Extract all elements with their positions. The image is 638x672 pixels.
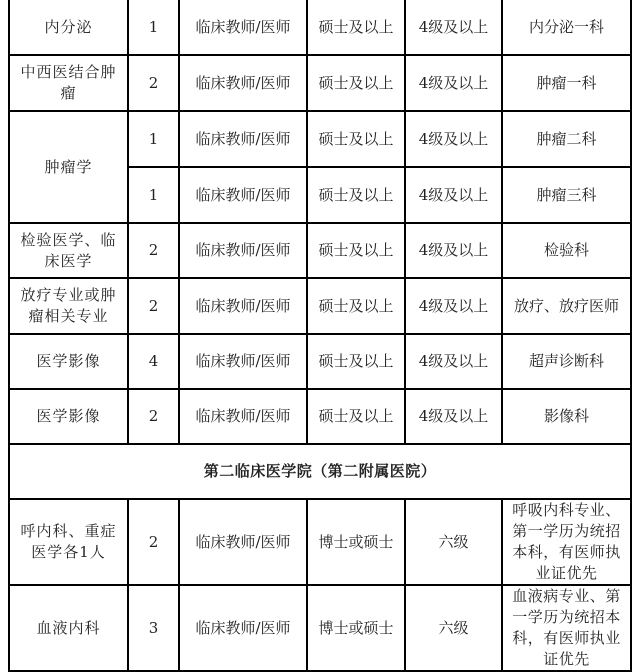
degree-cell: 博士或硕士 (307, 499, 405, 585)
recruitment-table (8, 0, 632, 672)
major-cell: 医学影像 (9, 334, 128, 389)
count-cell: 1 (128, 167, 179, 223)
note-cell: 呼吸内科专业、第一学历为统招本科，有医师执业证优先 (502, 499, 631, 585)
table-row (9, 111, 631, 167)
english-cell: 4级及以上 (405, 167, 502, 223)
position-cell: 临床教师/医师 (179, 278, 307, 334)
table-row (9, 334, 631, 389)
dept-cell: 肿瘤三科 (502, 167, 631, 223)
table-row (9, 0, 631, 55)
degree-cell: 硕士及以上 (307, 334, 405, 389)
major-cell: 放疗专业或肿瘤相关专业 (9, 278, 128, 334)
count-cell: 3 (128, 585, 179, 671)
major-cell: 中西医结合肿瘤 (9, 55, 128, 111)
count-cell: 2 (128, 499, 179, 585)
dept-cell: 放疗、放疗医师 (502, 278, 631, 334)
degree-cell: 硕士及以上 (307, 167, 405, 223)
count-cell: 1 (128, 111, 179, 167)
position-cell: 临床教师/医师 (179, 111, 307, 167)
english-cell: 4级及以上 (405, 111, 502, 167)
degree-cell: 硕士及以上 (307, 223, 405, 278)
english-cell: 4级及以上 (405, 55, 502, 111)
major-cell: 血液内科 (9, 585, 128, 671)
position-cell: 临床教师/医师 (179, 55, 307, 111)
section-header-row (9, 444, 631, 499)
position-cell: 临床教师/医师 (179, 167, 307, 223)
english-cell: 4级及以上 (405, 0, 502, 55)
count-cell: 4 (128, 334, 179, 389)
position-cell: 临床教师/医师 (179, 0, 307, 55)
degree-cell: 硕士及以上 (307, 389, 405, 444)
degree-cell: 硕士及以上 (307, 55, 405, 111)
table-row (9, 223, 631, 278)
degree-cell: 博士或硕士 (307, 585, 405, 671)
major-cell: 肿瘤学 (9, 111, 128, 223)
position-cell: 临床教师/医师 (179, 585, 307, 671)
position-cell: 临床教师/医师 (179, 499, 307, 585)
table-row (9, 499, 631, 585)
table-row (9, 278, 631, 334)
english-cell: 4级及以上 (405, 334, 502, 389)
count-cell: 2 (128, 389, 179, 444)
count-cell: 2 (128, 223, 179, 278)
count-cell: 2 (128, 278, 179, 334)
position-cell: 临床教师/医师 (179, 389, 307, 444)
english-cell: 4级及以上 (405, 223, 502, 278)
dept-cell: 影像科 (502, 389, 631, 444)
position-cell: 临床教师/医师 (179, 334, 307, 389)
degree-cell: 硕士及以上 (307, 111, 405, 167)
note-cell: 血液病专业、第一学历为统招本科，有医师执业证优先 (502, 585, 631, 671)
degree-cell: 硕士及以上 (307, 278, 405, 334)
dept-cell: 检验科 (502, 223, 631, 278)
dept-cell: 肿瘤二科 (502, 111, 631, 167)
count-cell: 2 (128, 55, 179, 111)
dept-cell: 肿瘤一科 (502, 55, 631, 111)
english-cell: 4级及以上 (405, 278, 502, 334)
count-cell: 1 (128, 0, 179, 55)
dept-cell: 超声诊断科 (502, 334, 631, 389)
table-row (9, 585, 631, 671)
major-cell: 内分泌 (9, 0, 128, 55)
major-cell: 检验医学、临床医学 (9, 223, 128, 278)
major-cell: 医学影像 (9, 389, 128, 444)
english-cell: 六级 (405, 585, 502, 671)
section-title: 第二临床医学院（第二附属医院） (9, 444, 631, 499)
major-cell: 呼内科、重症医学各1人 (9, 499, 128, 585)
table-row (9, 389, 631, 444)
table-row (9, 55, 631, 111)
english-cell: 4级及以上 (405, 389, 502, 444)
dept-cell: 内分泌一科 (502, 0, 631, 55)
english-cell: 六级 (405, 499, 502, 585)
position-cell: 临床教师/医师 (179, 223, 307, 278)
degree-cell: 硕士及以上 (307, 0, 405, 55)
